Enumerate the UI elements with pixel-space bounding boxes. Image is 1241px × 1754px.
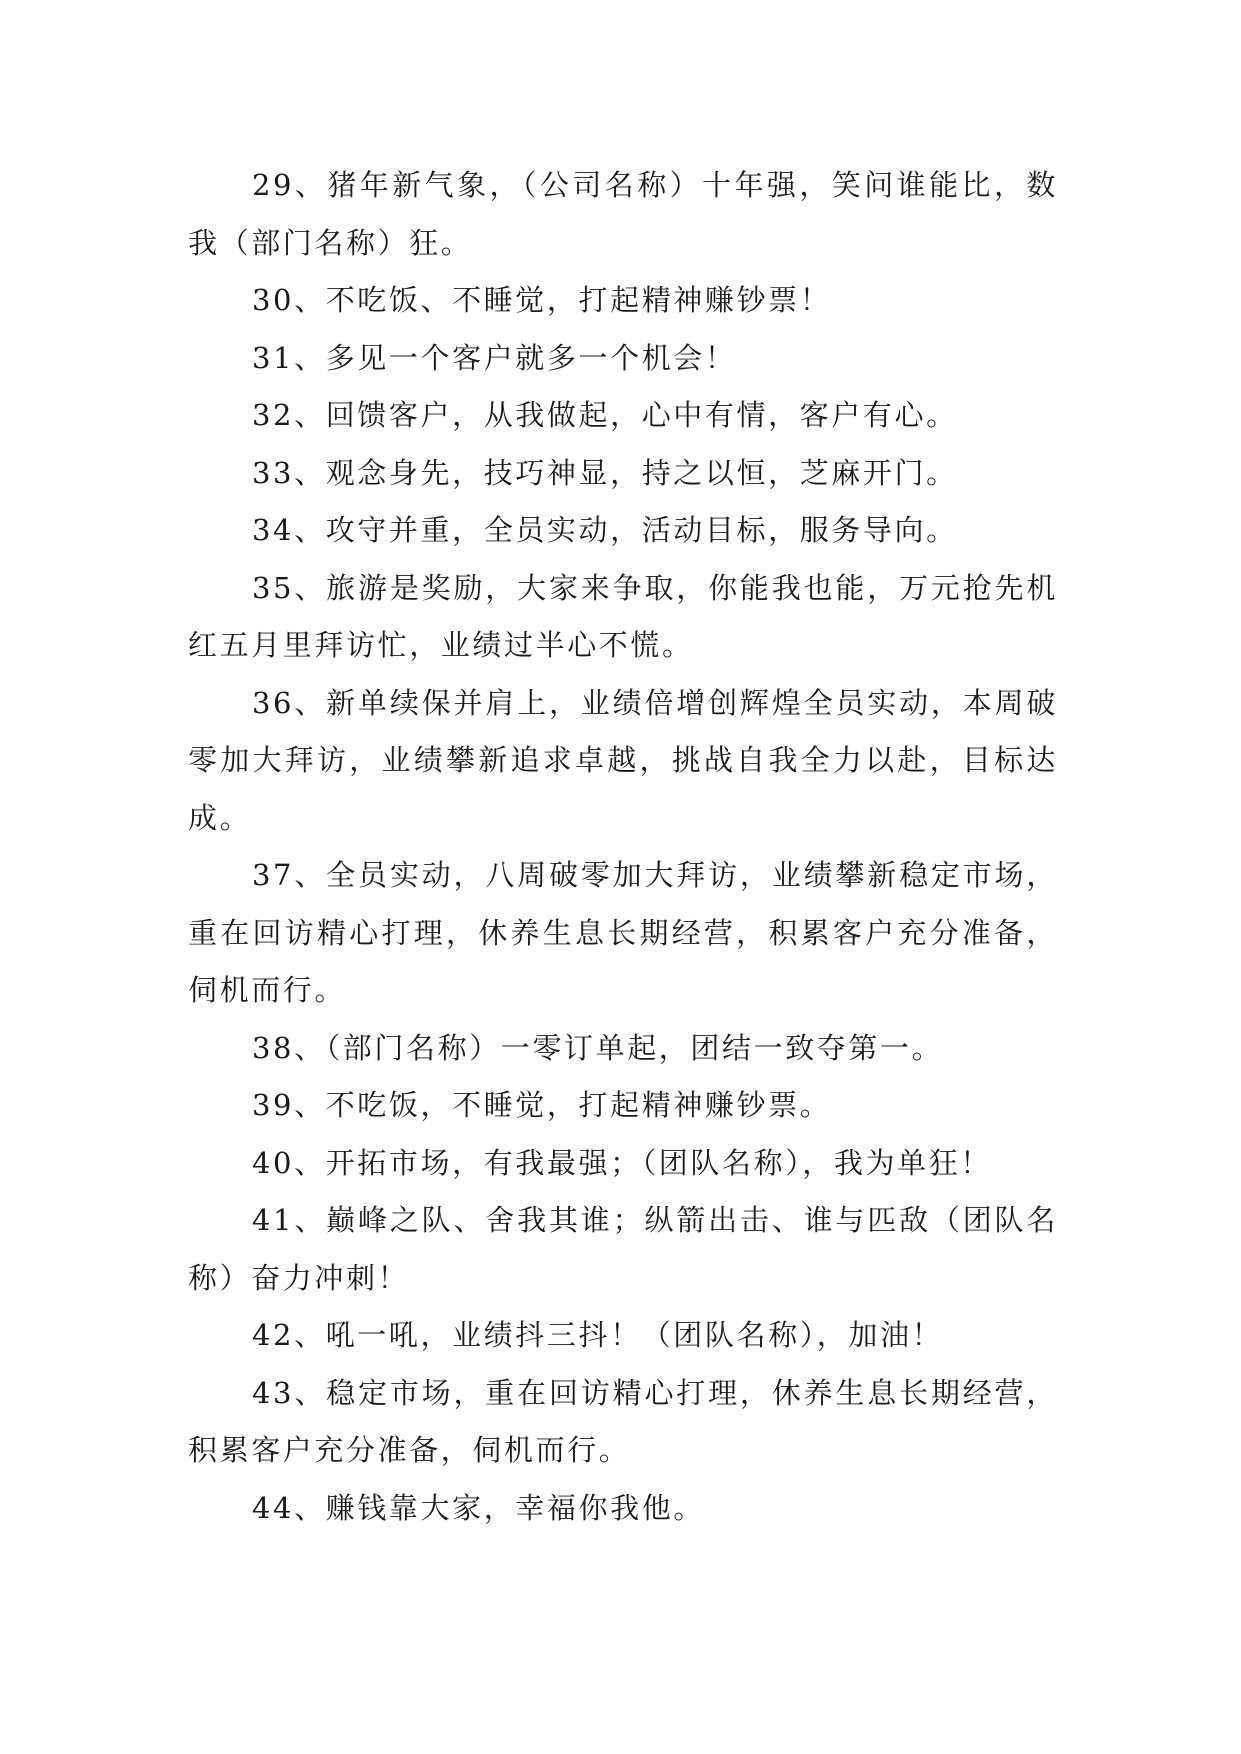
paragraph-36: 36、新单续保并肩上，业绩倍增创辉煌全员实动，本周破零加大拜访，业绩攀新追求卓越，挑战自我全力以赴，目标达成。 <box>188 685 1058 835</box>
paragraph-44: 44、赚钱靠大家，幸福你我他。 <box>252 1490 705 1525</box>
paragraph-38: 38、（部门名称）一零订单起，团结一致夺第一。 <box>252 1030 944 1065</box>
paragraph-33: 33、观念身先，技巧神显，持之以恒，芝麻开门。 <box>252 455 958 490</box>
paragraph-43: 43、稳定市场，重在回访精心打理，休养生息长期经营，积累客户充分准备，伺机而行。 <box>188 1375 1058 1467</box>
paragraph-34: 34、攻守并重，全员实动，活动目标，服务导向。 <box>252 513 958 547</box>
paragraph-39: 39、不吃饭，不睡觉，打起精神赚钞票。 <box>252 1088 832 1122</box>
paragraph-35: 35、旅游是奖励，大家来争取，你能我也能，万元抢先机红五月里拜访忙，业绩过半心不慌。 <box>188 570 1058 662</box>
paragraph-32: 32、回馈客户，从我做起，心中有情，客户有心。 <box>252 398 958 432</box>
paragraph-37: 37、全员实动，八周破零加大拜访，业绩攀新稳定市场，重在回访精心打理，休养生息长期经营，积累客户充分准备，伺机而行。 <box>188 858 1058 1007</box>
paragraph-30: 30、不吃饭、不睡觉，打起精神赚钞票！ <box>252 283 832 317</box>
paragraph-40: 40、开拓市场，有我最强；（团队名称），我为单狂！ <box>252 1145 992 1180</box>
paragraph-42: 42、吼一吼，业绩抖三抖！（团队名称），加油！ <box>252 1318 944 1352</box>
document-body <box>188 157 1058 1537</box>
paragraph-41: 41、巅峰之队、舍我其谁；纵箭出击、谁与匹敌（团队名称）奋力冲刺！ <box>188 1203 1058 1295</box>
paragraph-29: 29、猪年新气象，（公司名称）十年强，笑问谁能比，数我（部门名称）狂。 <box>188 168 1058 260</box>
paragraph-31: 31、多见一个客户就多一个机会！ <box>252 340 737 375</box>
